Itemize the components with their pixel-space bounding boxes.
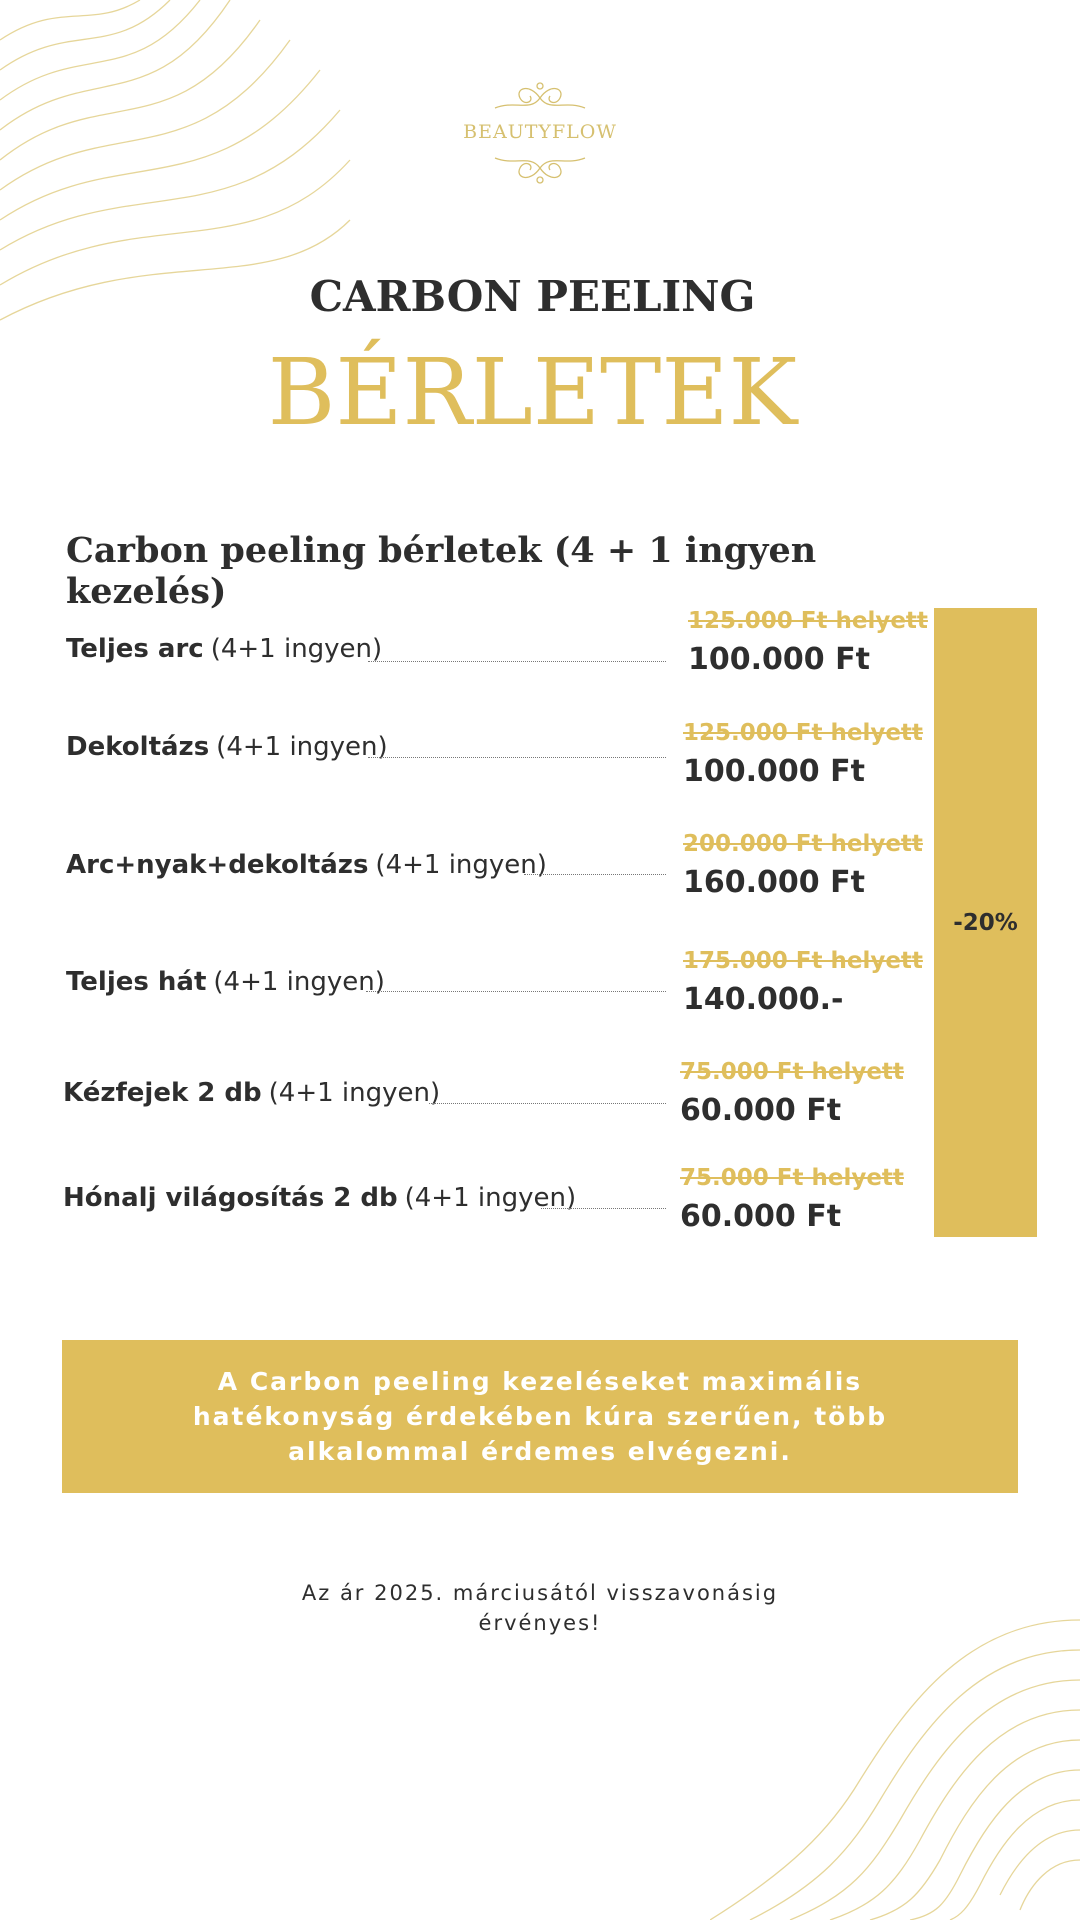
service-label (66, 634, 382, 664)
service-label (66, 967, 385, 997)
service-extra: (4+1 ingyen) (213, 967, 385, 997)
dotted-leader (429, 1103, 666, 1104)
brand-logo (460, 78, 620, 213)
page-title: BÉRLETEK (267, 339, 798, 446)
info-banner-text: A Carbon peeling kezeléseket maximális hatékonyság érdekében kúra szerűen, több alkalommal érdemes elvégezni. (192, 1367, 888, 1466)
flourish-icon (490, 148, 590, 188)
dotted-leader (368, 661, 666, 662)
service-name: Teljes hát (66, 967, 207, 997)
validity-note (290, 1578, 790, 1638)
new-price: 100.000 Ft (683, 754, 865, 789)
service-extra: (4+1 ingyen) (216, 732, 388, 762)
dotted-leader (368, 757, 666, 758)
service-label (63, 1078, 440, 1108)
price-row (0, 820, 1080, 930)
validity-line-1: Az ár 2025. márciusától visszavonásig (301, 1581, 779, 1605)
old-price: 125.000 Ft helyett (688, 608, 928, 634)
section-heading: Carbon peeling bérletek (4 + 1 ingyen kezelés) (66, 530, 817, 612)
price-row (0, 1048, 1080, 1158)
service-name: Arc+nyak+dekoltázs (66, 850, 369, 880)
old-price: 75.000 Ft helyett (680, 1165, 904, 1191)
new-price: 60.000 Ft (680, 1199, 842, 1234)
flourish-icon (490, 78, 590, 118)
page-subtitle: CARBON PEELING (309, 272, 756, 321)
validity-line-2: érvényes! (478, 1611, 602, 1635)
discount-label: -20% (953, 909, 1018, 936)
service-name: Hónalj világosítás 2 db (63, 1183, 398, 1213)
service-name: Kézfejek 2 db (63, 1078, 262, 1108)
new-price: 100.000 Ft (688, 642, 870, 677)
service-label (66, 850, 547, 880)
new-price: 140.000.- (683, 982, 844, 1017)
price-row (0, 600, 1080, 710)
service-extra: (4+1 ingyen) (268, 1078, 441, 1108)
dotted-leader (541, 1208, 666, 1209)
service-extra: (4+1 ingyen) (404, 1183, 577, 1213)
old-price: 175.000 Ft helyett (683, 948, 923, 974)
service-label (66, 732, 388, 762)
brand-name: BEAUTYFLOW (463, 121, 617, 143)
service-extra: (4+1 ingyen) (375, 850, 547, 880)
service-name: Teljes arc (66, 634, 204, 664)
dotted-leader (524, 874, 666, 875)
new-price: 160.000 Ft (683, 865, 865, 900)
price-row (0, 937, 1080, 1047)
old-price: 200.000 Ft helyett (683, 831, 923, 857)
info-banner (62, 1340, 1018, 1493)
service-extra: (4+1 ingyen) (210, 634, 383, 664)
service-label (63, 1183, 576, 1213)
discount-bar (934, 608, 1037, 1237)
old-price: 75.000 Ft helyett (680, 1059, 904, 1085)
old-price: 125.000 Ft helyett (683, 720, 923, 746)
dotted-leader (366, 991, 666, 992)
price-row (0, 1154, 1080, 1264)
service-name: Dekoltázs (66, 732, 210, 762)
new-price: 60.000 Ft (680, 1093, 842, 1128)
price-row (0, 710, 1080, 820)
